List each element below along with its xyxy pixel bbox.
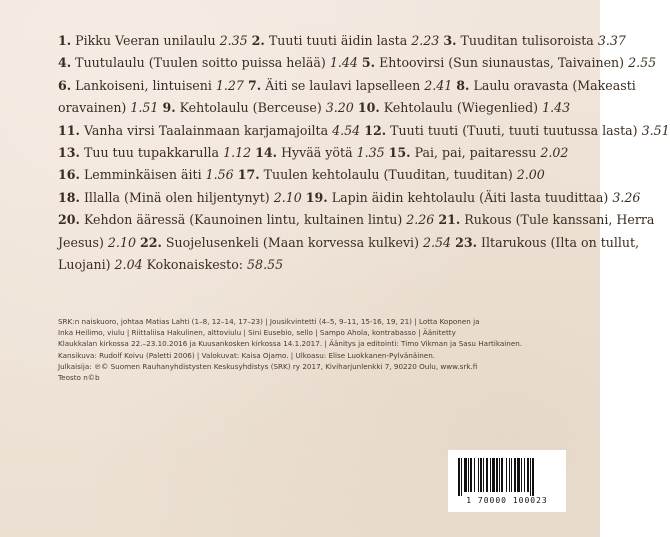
track-number: 10. [357,100,380,116]
track-item [58,100,158,115]
track-title: Tuutulaulu (Tuulen soitto puissa helää) [75,55,326,71]
track-number: 18. [58,189,80,205]
track-item [58,257,143,272]
track-title: Luojani) [58,257,111,273]
track-item [238,167,545,182]
barcode-bar [527,458,529,492]
track-number: 5. [361,55,376,71]
track-duration: 2.54 [423,234,452,250]
barcode-bar [530,458,531,496]
credits-line: Kansikuva: Rudolf Koivu (Paletti 2006) | Valokuvat: Kaisa Ojamo. | Ulkoasu: Elise Luokkanen-Pylvänäinen. [58,350,436,360]
track-title: Tuuti tuuti (Tuuti, tuuti tuutussa lasta) [390,122,638,138]
credits-line: SRK:n naiskuoro, johtaa Matias Lahti (1–8, 12–14, 17–23) | Jousikvintetti (4–5, 9–11, 15-16, 19, 21) | Lotta Koponen ja [58,317,480,326]
track-item [58,145,251,160]
track-item [456,78,636,93]
track-title: Laulu oravasta (Makeasti [473,77,636,93]
track-item [147,257,284,272]
track-title: Rukous (Tule kanssani, Herra [464,212,655,228]
track-duration: 3.51 [641,122,670,138]
track-title: Kehdon ääressä (Kaunoinen lintu, kultainen lintu) [83,212,403,228]
track-duration: 58.55 [247,257,284,273]
track-line [58,232,640,254]
track-title: Tuuti tuuti äidin lasta [268,33,408,48]
track-number: 2. [251,33,265,48]
credits-line: Klaukkalan kirkossa 22.–23.10.2016 ja Kuusankosken kirkossa 14.1.2017. | Äänitys ja editointi: Timo Vikman ja Sasu Hartikainen. [58,339,523,349]
track-item [443,33,626,48]
track-title: Kehtolaulu (Wiegenlied) [383,100,539,116]
track-line [58,254,578,276]
track-duration: 1.44 [329,55,358,71]
track-title: Pai, pai, paitaressu [414,145,537,161]
track-item [58,167,234,182]
barcode-bar [480,458,482,492]
track-line [58,209,655,231]
track-number: 11. [58,122,80,138]
track-duration: 1.27 [215,77,244,93]
barcode [448,450,566,512]
track-item [58,212,434,227]
track-title: Äiti se laulavi lapselleen [265,77,421,93]
track-number: 7. [247,77,262,93]
track-duration: 1.35 [356,145,385,161]
track-title: Tuuditan tulisoroista [460,33,594,48]
track-duration: 2.23 [411,33,440,48]
barcode-bar [468,458,469,492]
track-item [389,145,569,160]
track-line [58,120,670,142]
track-line [58,142,578,164]
track-number: 20. [58,212,80,228]
track-line [58,30,626,52]
track-duration: 3.26 [612,189,641,205]
track-number: 1. [58,33,72,48]
track-duration: 2.35 [219,33,248,48]
track-number: 13. [58,145,80,161]
track-title: Illalla (Minä olen hiljentynyt) [83,189,270,205]
track-number: 6. [58,77,72,93]
track-item [58,235,136,250]
track-duration: 1.56 [205,167,234,183]
track-duration: 1.43 [542,100,571,116]
barcode-bar [524,458,525,492]
track-duration: 2.26 [406,212,435,228]
barcode-bar [517,458,520,492]
track-item [248,78,452,93]
track-title: Tuulen kehtolaulu (Tuuditan, tuuditan) [263,167,513,183]
credits-line: Teosto n©b [58,373,100,383]
track-title: Lankoiseni, lintuiseni [75,77,212,93]
barcode-bar [478,458,479,492]
track-number: 12. [364,122,387,138]
track-line [58,97,578,119]
barcode-bar [490,458,491,492]
barcode-bar [461,458,462,496]
track-title: Vanha virsi Taalainmaan karjamajoilta [83,122,329,138]
track-item [58,78,244,93]
barcode-bar [521,458,522,492]
track-number: 8. [456,77,470,93]
track-number: 15. [388,145,411,161]
barcode-bar [486,458,488,492]
barcode-bar [483,458,484,492]
track-title: Hyvää yötä [281,145,353,161]
track-number: 19. [305,189,328,205]
barcode-digits: 1 70000 100023 [466,496,548,505]
track-title: Lemminkäisen äiti [83,167,202,183]
track-duration: 2.04 [114,257,143,273]
track-title: Pikku Veeran unilaulu [75,33,216,48]
track-title: Lapin äidin kehtolaulu (Äiti lasta tuudittaa) [331,189,609,205]
track-title: Kokonaiskesto: [146,257,244,273]
credits-line: Julkaisija: ℗© Suomen Rauhanyhdistysten Keskusyhdistys (SRK) ry 2017, Kiviharjunlenkki 7, 90220 Oulu, www.srk.fi [58,361,478,371]
track-item [306,190,641,205]
track-item [252,33,440,48]
track-duration: 3.37 [597,33,626,48]
track-duration: 1.51 [130,100,159,116]
track-line [58,75,636,97]
track-item [455,235,639,250]
track-duration: 4.54 [332,122,361,138]
track-title: oravainen) [58,100,127,116]
barcode-bar [509,458,510,492]
track-number: 22. [139,234,162,250]
track-title: Jeesus) [58,234,104,250]
barcode-bar [532,458,534,496]
barcode-bar [506,458,507,492]
track-duration: 2.41 [424,77,453,93]
track-title: Kehtolaulu (Berceuse) [179,100,322,116]
track-line [58,164,578,186]
track-number: 4. [58,55,72,71]
track-duration: 3.20 [325,100,354,116]
track-item [364,123,669,138]
track-duration: 2.55 [628,55,657,71]
barcode-bar [492,458,495,492]
track-number: 9. [162,100,176,116]
barcode-bar [511,458,512,492]
barcode-bars-icon [456,458,558,496]
track-item [140,235,451,250]
track-item [58,55,358,70]
credits-line: Inka Heilimo, viulu | Riittaliisa Hakulinen, alttoviulu | Sini Eusebio, sello | Sampo Ahola, kontrabasso | Äänitetty [58,328,456,338]
track-item [362,55,656,70]
track-number: 23. [455,234,477,250]
barcode-bar [501,458,503,492]
track-number: 16. [58,167,80,183]
barcode-bar [470,458,472,492]
track-item [58,190,302,205]
track-line [58,187,641,209]
barcode-bar [464,458,467,492]
barcode-bar [496,458,498,492]
track-item [58,33,248,48]
track-duration: 2.00 [516,167,545,183]
track-item [438,212,654,227]
track-duration: 1.12 [223,145,252,161]
track-line [58,52,657,74]
track-item [255,145,385,160]
track-duration: 2.10 [107,234,136,250]
barcode-bar [474,458,475,492]
track-title: Ehtoovirsi (Sun siunaustas, Taivainen) [379,55,625,71]
track-title: Suojelusenkeli (Maan korvessa kulkevi) [165,234,419,250]
track-item [358,100,570,115]
track-duration: 2.10 [273,189,302,205]
track-item [162,100,353,115]
track-number: 14. [255,145,278,161]
track-number: 17. [237,167,260,183]
credits-block [58,316,578,383]
track-title: Iltarukous (Ilta on tullut, [481,234,640,250]
track-item [58,123,360,138]
barcode-bar [458,458,460,496]
track-duration: 2.02 [540,145,569,161]
track-list [58,30,670,276]
track-title: Tuu tuu tupakkarulla [83,145,220,161]
track-number: 3. [443,33,457,48]
barcode-bar [499,458,500,492]
barcode-bar [514,458,516,492]
track-number: 21. [438,212,461,228]
